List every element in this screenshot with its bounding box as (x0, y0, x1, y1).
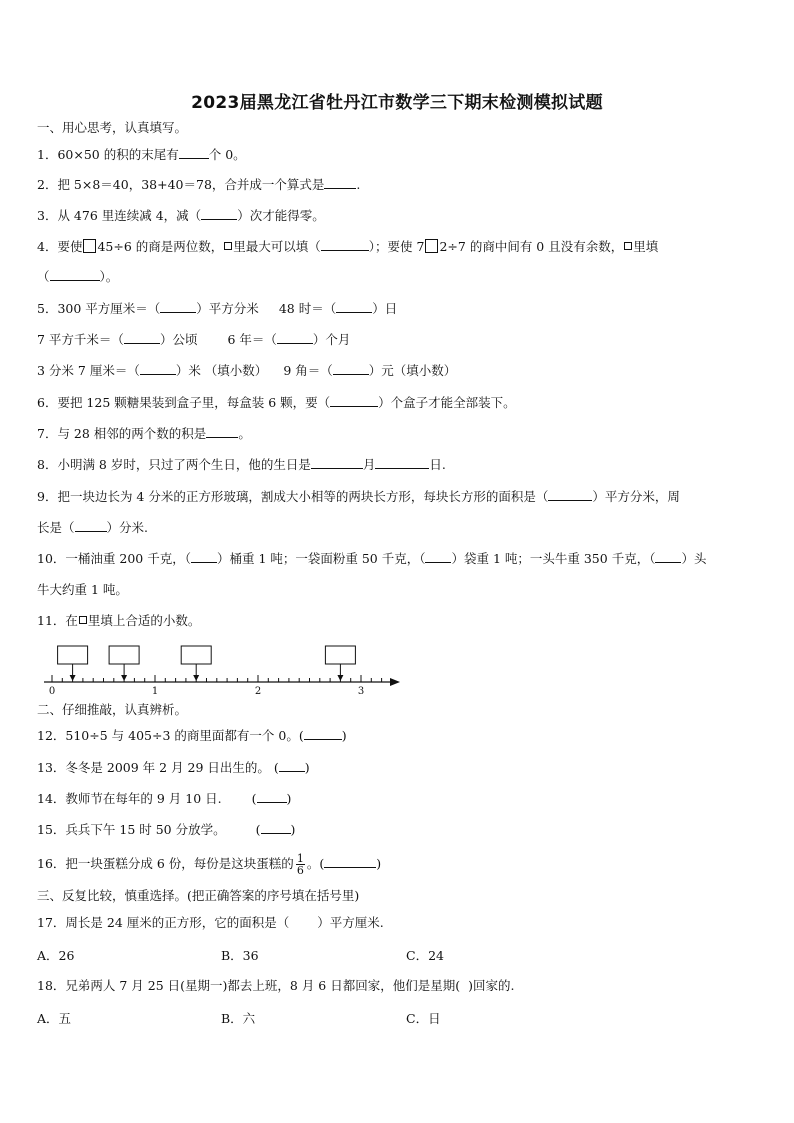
q16-text: 16．把一块蛋糕分成 6 份，每份是这块蛋糕的 (37, 856, 294, 871)
q2-text: 2．把 5×8＝40，38+40＝78，合并成一个算式是 (37, 177, 325, 192)
q8-text: 8．小明满 8 岁时，只过了两个生日，他的生日是 (37, 457, 311, 472)
q5-text: ）米 （填小数） (175, 363, 268, 378)
question-11 (37, 612, 200, 630)
q4-text: 2÷7 的商中间有 0 且没有余数， (439, 239, 624, 254)
question-5-row-2 (37, 331, 350, 349)
answer-blank[interactable] (191, 550, 217, 563)
q4-text: 45÷6 的商是两位数， (97, 239, 224, 254)
q6-text: ）个盒子才能全部装下。 (378, 395, 516, 410)
question-9-cont (37, 519, 148, 537)
question-16 (37, 851, 381, 877)
q4-text: ）；要使 7 (368, 239, 425, 254)
q5-text: ）个月 (312, 332, 351, 347)
q4-text: （ (37, 269, 50, 284)
tick-label: 3 (357, 686, 365, 697)
q14-text: ( (251, 791, 257, 806)
fraction (296, 853, 305, 876)
question-14 (37, 790, 291, 808)
q10-text: 10．一桶油重 200 千克，（ (37, 551, 191, 566)
answer-blank[interactable] (548, 488, 592, 501)
tick-label: 0 (48, 686, 56, 697)
q1-text: 1．60×50 的积的末尾有 (37, 147, 179, 162)
question-8 (37, 456, 446, 474)
answer-blank[interactable] (375, 456, 429, 469)
q5-text: ）日 (372, 301, 398, 316)
answer-blank[interactable] (304, 727, 342, 740)
q14-text: ) (286, 791, 292, 806)
question-10 (37, 550, 706, 568)
q18-option-a[interactable]: A．五 (37, 1011, 72, 1026)
question-5-row-3 (37, 362, 456, 380)
q17-text: 17．周长是 24 厘米的正方形，它的面积是（ (37, 915, 290, 930)
question-5-row-1 (37, 300, 397, 318)
answer-blank[interactable] (75, 519, 107, 532)
q4-text: 里填 (633, 239, 659, 254)
arrow-head-icon (390, 678, 400, 686)
q13-text: ) (304, 760, 310, 775)
q4-text: 里最大可以填（ (233, 239, 321, 254)
q5-text: ）平方分米 (196, 301, 259, 316)
q3-text: 3．从 476 里连续减 4，减（ (37, 208, 202, 223)
q4-text: 4．要使 (37, 239, 83, 254)
small-square-icon (224, 242, 232, 250)
q13-text: 13．冬冬是 2009 年 2 月 29 日出生的。 ( (37, 760, 279, 775)
q18-option-b[interactable]: B．六 (221, 1011, 256, 1026)
q10-text: ）头 (681, 551, 707, 566)
question-9 (37, 488, 680, 506)
question-4 (37, 238, 658, 256)
answer-blank[interactable] (261, 821, 291, 834)
answer-blank[interactable] (324, 855, 376, 868)
question-4-cont (37, 268, 118, 286)
answer-box[interactable] (181, 646, 211, 664)
q5-text: ）公顷 (159, 332, 198, 347)
q18-text: )回家的. (468, 978, 515, 993)
q5-text: 7 平方千米＝（ (37, 332, 124, 347)
q4-text: ）。 (99, 269, 119, 284)
answer-blank[interactable] (425, 550, 451, 563)
q11-text: 里填上合适的小数。 (87, 613, 201, 628)
tick-label: 1 (151, 686, 159, 697)
question-1 (37, 146, 246, 164)
question-10-cont: 牛大约重 1 吨。 (37, 582, 128, 597)
q5-text: 9 角＝（ (283, 363, 333, 378)
answer-box[interactable] (325, 646, 355, 664)
answer-blank[interactable] (140, 362, 176, 375)
tick-label: 2 (254, 686, 262, 697)
q8-text: 月 (362, 457, 376, 472)
answer-blank[interactable] (330, 394, 378, 407)
q5-text: ）元（填小数） (368, 363, 457, 378)
answer-blank[interactable] (279, 759, 305, 772)
question-17 (37, 914, 384, 932)
section-1-heading: 一、用心思考，认真填写。 (37, 120, 188, 135)
q18-text: 18．兄弟两人 7 月 25 日(星期一)都去上班，8 月 6 日都回家，他们是星期( (37, 978, 461, 993)
answer-blank[interactable] (655, 550, 681, 563)
section-3-heading: 三、反复比较，慎重选择。(把正确答案的序号填在括号里) (37, 888, 360, 903)
question-6 (37, 394, 516, 412)
answer-box[interactable] (109, 646, 139, 664)
answer-blank[interactable] (179, 146, 209, 159)
question-2 (37, 176, 360, 194)
q17-option-c[interactable]: C．24 (406, 948, 444, 963)
q3-text-end: ）次才能得零。 (237, 208, 325, 223)
question-13 (37, 759, 310, 777)
question-15 (37, 821, 295, 839)
q7-text: 。 (238, 426, 251, 441)
q17-option-b[interactable]: B．36 (221, 948, 259, 963)
digit-box[interactable] (425, 239, 438, 253)
answer-blank[interactable] (124, 331, 160, 344)
q7-text: 7．与 28 相邻的两个数的积是 (37, 426, 207, 441)
answer-blank[interactable] (206, 425, 238, 438)
answer-blank[interactable] (277, 331, 313, 344)
q9-text: ）平方分米，周 (592, 489, 680, 504)
q15-text: 15．兵兵下午 15 时 50 分放学。 (37, 822, 226, 837)
q16-text: 。( (306, 856, 325, 871)
q6-text: 6．要把 125 颗糖果装到盒子里，每盒装 6 颗，要（ (37, 395, 331, 410)
fraction-denominator: 6 (296, 864, 304, 877)
q18-option-c[interactable]: C．日 (406, 1011, 441, 1026)
question-18 (37, 977, 514, 995)
answer-blank[interactable] (321, 238, 369, 251)
question-3 (37, 207, 325, 225)
q5-text: 6 年＝（ (227, 332, 277, 347)
q10-text: ）袋重 1 吨；一头牛重 350 千克，（ (451, 551, 656, 566)
section-2-heading: 二、仔细推敲，认真辨析。 (37, 702, 188, 717)
q10-text: ）桶重 1 吨；一袋面粉重 50 千克，（ (216, 551, 426, 566)
number-line-figure (40, 642, 405, 698)
q5-text: 3 分米 7 厘米＝（ (37, 363, 140, 378)
answer-blank[interactable] (333, 362, 369, 375)
digit-box[interactable] (83, 239, 96, 253)
q15-text: ) (290, 822, 296, 837)
q2-text-end: . (356, 177, 361, 192)
q14-text: 14．教师节在每年的 9 月 10 日. (37, 791, 222, 806)
question-12 (37, 727, 347, 745)
q9-text: ）分米. (106, 520, 148, 535)
q15-text: ( (255, 822, 261, 837)
q9-text: 长是（ (37, 520, 75, 535)
q1-text-end: 个 0。 (208, 147, 246, 162)
q16-text: ) (376, 856, 382, 871)
answer-blank[interactable] (257, 790, 287, 803)
q12-text: ) (341, 728, 347, 743)
answer-box[interactable] (58, 646, 88, 664)
small-square-icon (624, 242, 632, 250)
q17-text: ）平方厘米. (317, 915, 384, 930)
q11-text: 11．在 (37, 613, 78, 628)
answer-blank[interactable] (324, 176, 356, 189)
answer-blank[interactable] (336, 300, 372, 313)
question-7 (37, 425, 251, 443)
answer-blank[interactable] (201, 207, 237, 220)
q8-text: 日. (429, 457, 446, 472)
q5-text: 48 时＝（ (278, 301, 337, 316)
answer-blank[interactable] (50, 268, 100, 281)
q17-option-a[interactable]: A．26 (37, 948, 75, 963)
q5-text: 5．300 平方厘米＝（ (37, 301, 161, 316)
answer-blank[interactable] (160, 300, 196, 313)
small-square-icon (79, 616, 87, 624)
q12-text: 12．510÷5 与 405÷3 的商里面都有一个 0。( (37, 728, 304, 743)
q9-text: 9．把一块边长为 4 分米的正方形玻璃，割成大小相等的两块长方形，每块长方形的面积是（ (37, 489, 549, 504)
page-title: 2023届黑龙江省牡丹江市数学三下期末检测模拟试题 (191, 93, 603, 113)
fraction-numerator: 1 (296, 852, 304, 865)
answer-blank[interactable] (311, 456, 363, 469)
